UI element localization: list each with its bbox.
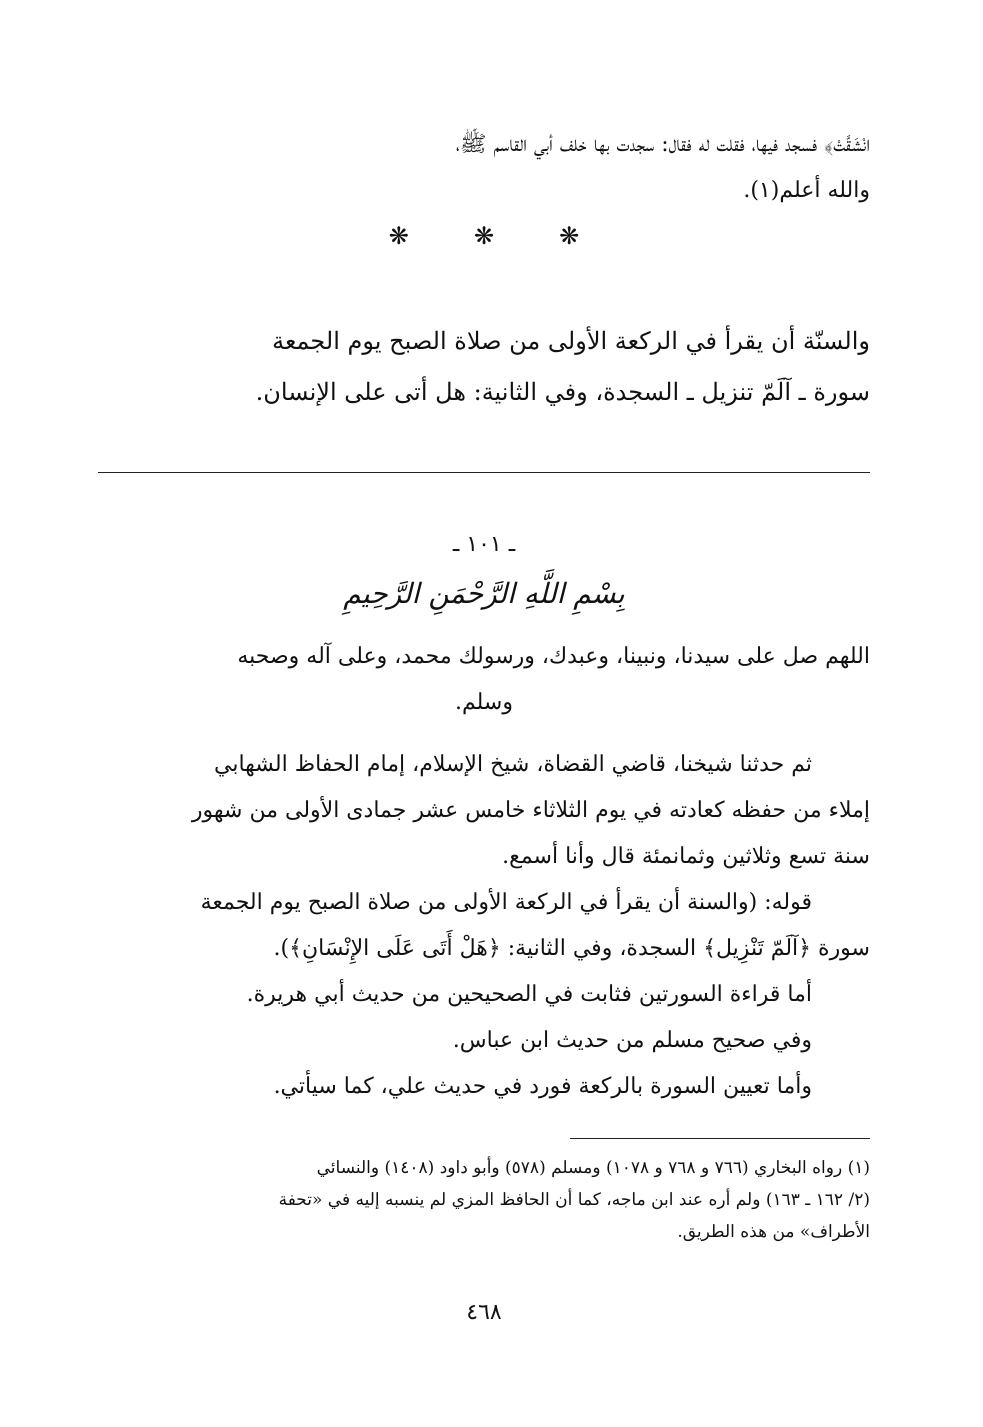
star-ornament-icon: ❋ [559,222,580,250]
basmala: بِسْمِ اللَّهِ الرَّحْمَنِ الرَّحِيمِ [343,577,625,610]
paragraph-commentary [98,880,870,1110]
section-number: ـ ١٠١ ـ [452,532,516,557]
paragraph-isnad [98,742,870,880]
text-line: سورة ﴿آلَمّ تَنْزِيل﴾ السجدة، وفي الثانية: ﴿هَلْ أَتَى عَلَى الإِنْسَانِ﴾). [273,936,870,961]
text-line: أما قراءة السورتين فثابت في الصحيحين من حديث أبي هريرة. [246,982,812,1007]
text-line: سنة تسع وثلاثين وثمانمئة قال وأنا أسمع. [502,844,870,869]
text-line: اللهم صل على سيدنا، ونبينا، وعبدك، ورسولك محمد، وعلى آله وصحبه [237,644,870,669]
continuation-text [98,122,870,214]
text-line: وأما تعيين السورة بالركعة فورد في حديث علي، كما سيأتي. [273,1074,812,1099]
section-divider-stars [98,222,870,250]
footnote-line: الأطراف» من هذه الطريق. [677,1222,870,1242]
text-line: وفي صحيح مسلم من حديث ابن عباس. [452,1028,812,1053]
text-line: والسنّة أن يقرأ في الركعة الأولى من صلاة الصبح يوم الجمعة [272,327,870,355]
text-line: والله أعلم(١). [743,178,870,203]
footnote-separator [570,1138,870,1139]
commentary-body [98,634,870,1110]
footnote [98,1152,870,1248]
text-line: وسلم. [455,690,513,715]
page-number: ٤٦٨ [466,1300,502,1325]
star-ornament-icon: ❋ [388,222,409,250]
footnote-line: (١) رواه البخاري (٧٦٦ و ٧٦٨ و ١٠٧٨) ومسلم (٥٧٨) وأبو داود (١٤٠٨) والنسائي [316,1158,870,1178]
paragraph-salutation [98,634,870,726]
text-line: انْشَقَّتْ﴾ فسجد فيها، فقلت له فقال: سجدت بها خلف أبي القاسم ﷺ، [455,132,870,157]
matn-text [98,316,870,418]
text-line: قوله: (والسنة أن يقرأ في الركعة الأولى من صلاة الصبح يوم الجمعة [200,890,812,915]
text-line: إملاء من حفظه كعادته في يوم الثلاثاء خامس عشر جمادى الأولى من شهور [191,798,870,823]
text-line: سورة ـ آلَمّ تنزيل ـ السجدة، وفي الثانية: هل أتى على الإنسان. [255,378,870,406]
matn-divider [98,472,870,473]
footnote-line: (٢/ ١٦٢ ـ ١٦٣) ولم أره عند ابن ماجه، كما أن الحافظ المزي لم ينسبه إليه في «تحفة [278,1190,870,1210]
star-ornament-icon: ❋ [473,222,495,250]
text-line: ثم حدثنا شيخنا، قاضي القضاة، شيخ الإسلام، إمام الحفاظ الشهابي [214,752,812,777]
